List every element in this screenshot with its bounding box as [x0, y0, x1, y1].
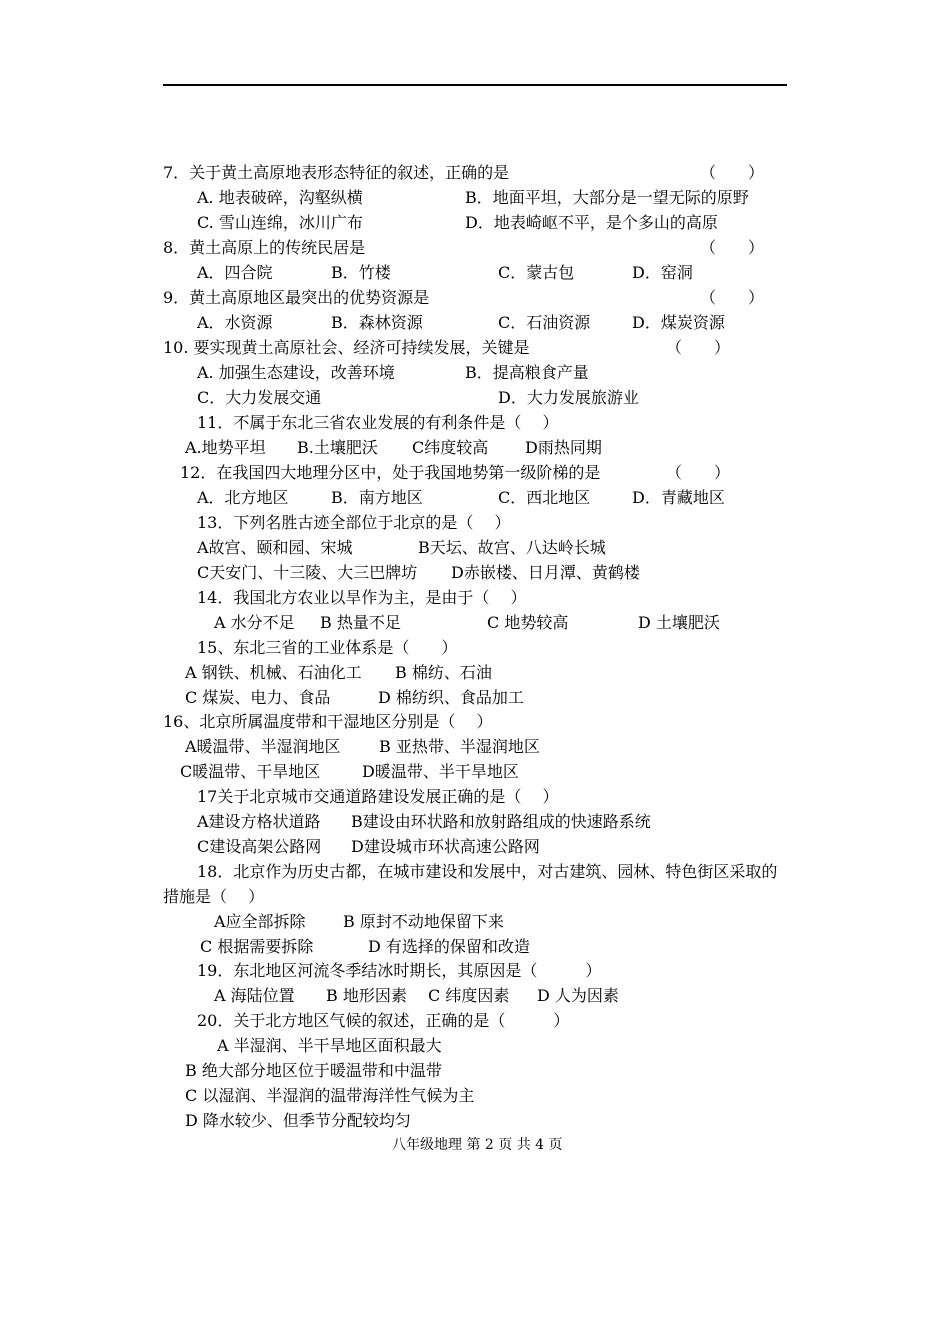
- q15-option-a: A 钢铁、机械、石油化工: [185, 663, 362, 682]
- q17-stem: 17关于北京城市交通道路建设发展正确的是（ ）: [197, 787, 559, 806]
- q9-option-a: A．水资源: [197, 313, 273, 332]
- q10-option-d: D．大力发展旅游业: [498, 388, 639, 407]
- q10-option-c: C．大力发展交通: [197, 388, 322, 407]
- q17-option-d: D建设城市环状高速公路网: [351, 837, 540, 856]
- q16-option-a: A暖温带、半湿润地区: [185, 737, 341, 756]
- q13-stem: 13．下列名胜古迹全部位于北京的是（ ）: [197, 513, 511, 532]
- q10-bracket: （ ）: [666, 338, 731, 357]
- q20-option-d: D 降水较少、但季节分配较均匀: [185, 1111, 411, 1130]
- q14-option-a: A 水分不足: [214, 613, 295, 632]
- q8-option-a: A．四合院: [197, 263, 273, 282]
- q12-bracket: （ ）: [666, 463, 731, 482]
- q10-option-b: B．提高粮食产量: [465, 363, 589, 382]
- q17-option-a: A建设方格状道路: [197, 812, 321, 831]
- q12-option-a: A．北方地区: [197, 488, 289, 507]
- q9-option-c: C．石油资源: [498, 313, 591, 332]
- page-footer: 八年级地理 第 2 页 共 4 页: [392, 1137, 563, 1153]
- q19-stem: 19．东北地区河流冬季结冰时期长，其原因是（ ）: [197, 961, 602, 980]
- q8-option-d: D．窑洞: [632, 263, 693, 282]
- q9-stem: 9．黄土高原地区最突出的优势资源是: [163, 288, 430, 307]
- q15-option-c: C 煤炭、电力、食品: [185, 688, 331, 707]
- q18-stem-line2: 措施是（ ）: [163, 887, 265, 906]
- q19-option-c: C 纬度因素: [428, 986, 510, 1005]
- q20-option-c: C 以湿润、半湿润的温带海洋性气候为主: [185, 1086, 475, 1105]
- q12-stem: 12．在我国四大地理分区中，处于我国地势第一级阶梯的是: [180, 463, 601, 482]
- q19-option-b: B 地形因素: [326, 986, 407, 1005]
- q17-option-b: B建设由环状路和放射路组成的快速路系统: [351, 812, 651, 831]
- q20-stem: 20．关于北方地区气候的叙述，正确的是（ ）: [197, 1011, 570, 1030]
- q13-option-d: D赤嵌楼、日月潭、黄鹤楼: [451, 563, 640, 582]
- q7-stem: 7．关于黄土高原地表形态特征的叙述，正确的是: [163, 163, 510, 182]
- q11-option-a: A.地势平坦: [185, 438, 266, 457]
- q16-option-b: B 亚热带、半湿润地区: [379, 737, 540, 756]
- q14-option-c: C 地势较高: [487, 613, 569, 632]
- q16-option-c: C暖温带、干旱地区: [180, 762, 321, 781]
- q7-bracket: （ ）: [700, 163, 765, 182]
- q12-option-d: D．青藏地区: [632, 488, 725, 507]
- q16-stem: 16、北京所属温度带和干湿地区分别是（ ）: [163, 712, 493, 731]
- q10-stem: 10. 要实现黄土高原社会、经济可持续发展，关键是: [163, 338, 530, 357]
- q7-option-d: D．地表崎岖不平，是个多山的高原: [465, 213, 718, 232]
- q11-stem: 11．不属于东北三省农业发展的有利条件是（ ）: [197, 413, 559, 432]
- q11-option-c: C纬度较高: [412, 438, 489, 457]
- q14-stem: 14．我国北方农业以旱作为主，是由于（ ）: [197, 588, 527, 607]
- q15-option-b: B 棉纺、石油: [395, 663, 492, 682]
- q18-option-c: C 根据需要拆除: [200, 937, 314, 956]
- q7-option-b: B．地面平坦，大部分是一望无际的原野: [465, 188, 749, 207]
- q16-option-d: D暖温带、半干旱地区: [362, 762, 519, 781]
- q9-bracket: （ ）: [700, 288, 765, 307]
- q11-option-d: D雨热同期: [525, 438, 602, 457]
- q19-option-d: D 人为因素: [537, 986, 619, 1005]
- q13-option-b: B天坛、故宫、八达岭长城: [418, 538, 606, 557]
- q18-option-d: D 有选择的保留和改造: [368, 937, 530, 956]
- q20-option-a: A 半湿润、半干旱地区面积最大: [217, 1036, 442, 1055]
- q8-option-c: C．蒙古包: [498, 263, 575, 282]
- q13-option-a: A故宫、颐和园、宋城: [197, 538, 353, 557]
- q12-option-b: B．南方地区: [331, 488, 423, 507]
- q18-option-a: A应全部拆除: [214, 912, 306, 931]
- q10-option-a: A. 加强生态建设，改善环境: [197, 363, 395, 382]
- q18-stem-line1: 18．北京作为历史古都，在城市建设和发展中，对古建筑、园林、特色街区采取的: [197, 862, 778, 881]
- q14-option-b: B 热量不足: [320, 613, 401, 632]
- q15-stem: 15、东北三省的工业体系是（ ）: [197, 638, 458, 657]
- q8-option-b: B．竹楼: [331, 263, 391, 282]
- q17-option-c: C建设高架公路网: [197, 837, 322, 856]
- q13-option-c: C天安门、十三陵、大三巴牌坊: [197, 563, 418, 582]
- q9-option-b: B．森林资源: [331, 313, 423, 332]
- q20-option-b: B 绝大部分地区位于暖温带和中温带: [185, 1061, 442, 1080]
- q18-option-b: B 原封不动地保留下来: [343, 912, 504, 931]
- q8-bracket: （ ）: [700, 238, 765, 257]
- q15-option-d: D 棉纺织、食品加工: [378, 688, 524, 707]
- q9-option-d: D．煤炭资源: [632, 313, 725, 332]
- q12-option-c: C．西北地区: [498, 488, 591, 507]
- q14-option-d: D 土壤肥沃: [638, 613, 720, 632]
- q8-stem: 8．黄土高原上的传统民居是: [163, 238, 366, 257]
- q19-option-a: A 海陆位置: [214, 986, 295, 1005]
- q7-option-a: A. 地表破碎，沟壑纵横: [197, 188, 363, 207]
- header-rule: [163, 84, 787, 86]
- q11-option-b: B.土壤肥沃: [297, 438, 378, 457]
- q7-option-c: C. 雪山连绵，冰川广布: [197, 213, 363, 232]
